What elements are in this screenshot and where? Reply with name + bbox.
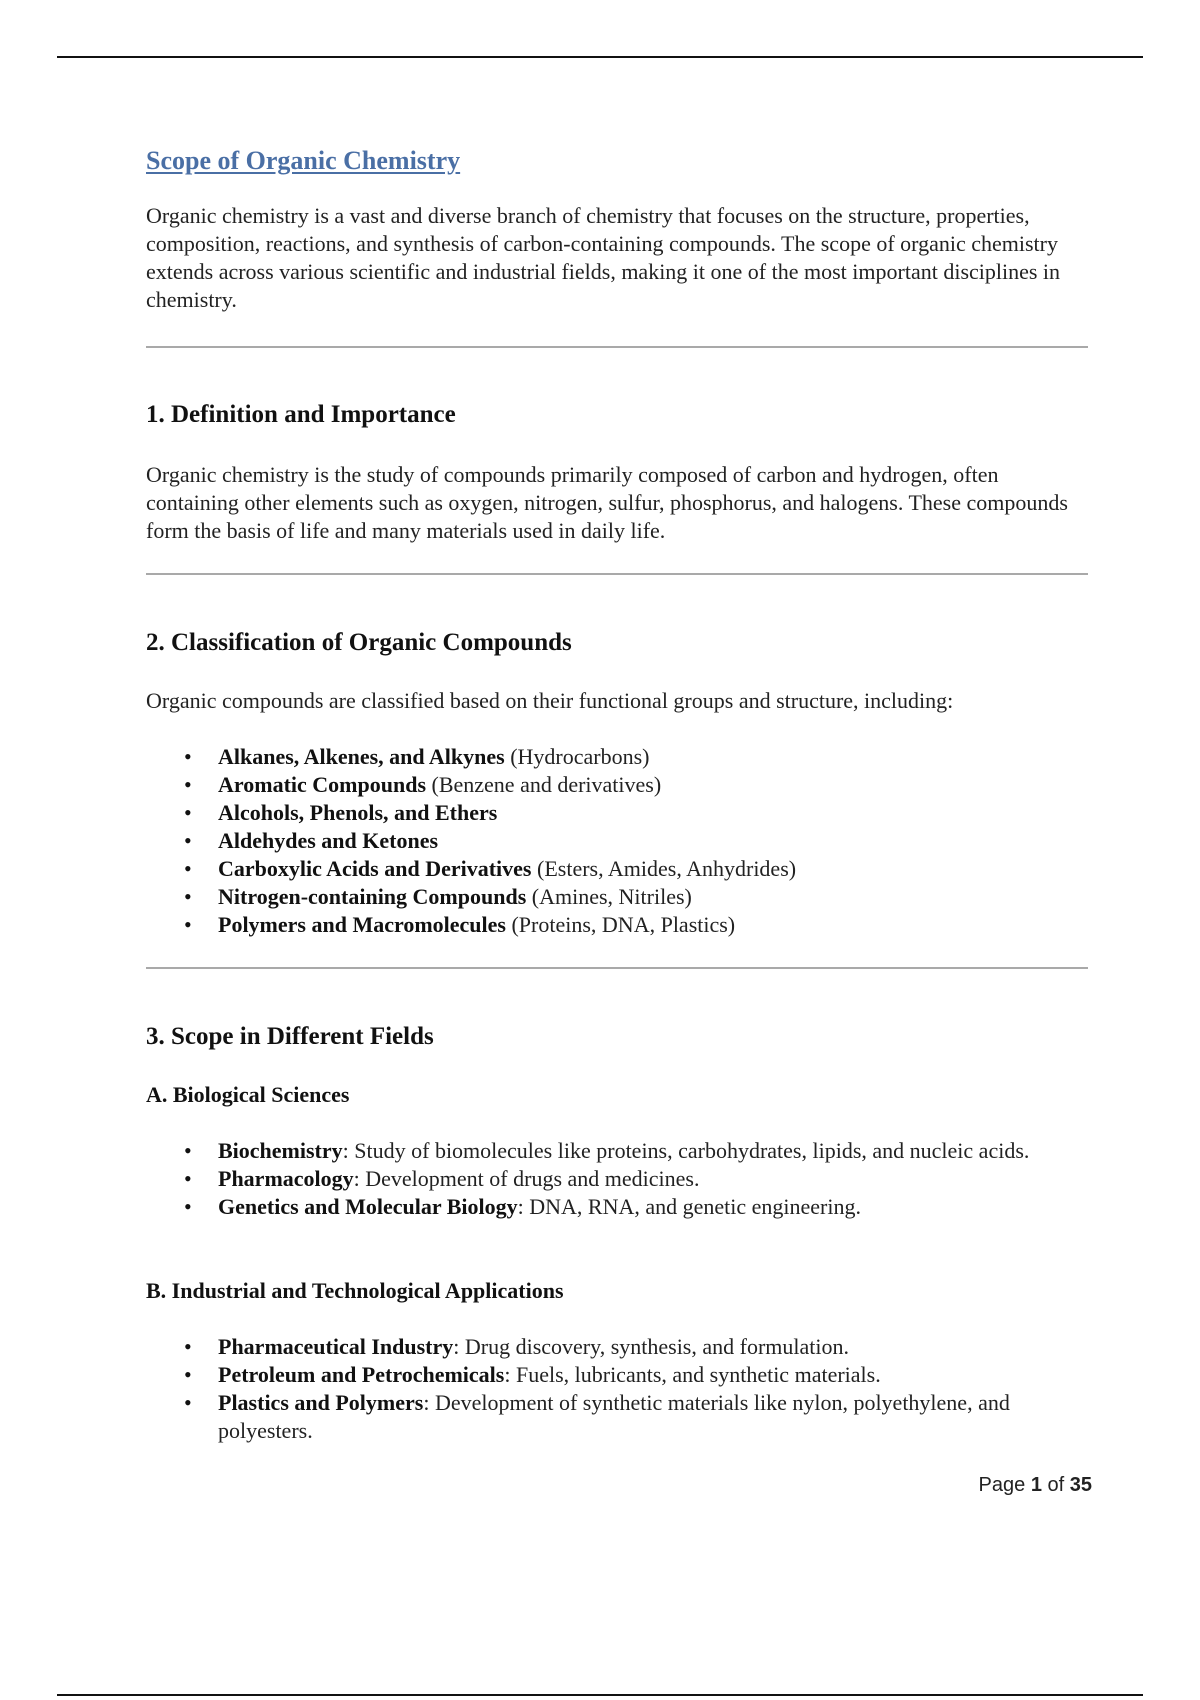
list-item	[146, 1333, 1088, 1361]
document-title-link[interactable]: Scope of Organic Chemistry	[146, 146, 461, 175]
page-number	[979, 1472, 1092, 1498]
section-divider	[146, 573, 1088, 575]
list-item-term: Alcohols, Phenols, and Ethers	[218, 800, 498, 825]
list-item-desc: : Drug discovery, synthesis, and formulation.	[453, 1334, 849, 1359]
list-item-desc: (Amines, Nitriles)	[526, 884, 692, 909]
industrial-applications-list	[146, 1333, 1088, 1445]
biological-sciences-list	[146, 1137, 1088, 1221]
list-item-term: Pharmacology	[218, 1166, 354, 1191]
list-item-desc: : Study of biomolecules like proteins, carbohydrates, lipids, and nucleic acids.	[342, 1138, 1030, 1163]
list-item-desc: (Hydrocarbons)	[504, 744, 650, 769]
subsection-b-heading: B. Industrial and Technological Applications	[146, 1278, 564, 1303]
list-item	[146, 855, 1088, 883]
section-2-heading: 2. Classification of Organic Compounds	[146, 629, 572, 656]
list-item	[146, 1193, 1088, 1221]
section-1-paragraph: Organic chemistry is the study of compounds primarily composed of carbon and hydrogen, often containing other elements such as oxygen, nitrogen, sulfur, phosphorus, and halogens. These compounds form the basis of life and many materials used in daily life.	[146, 462, 1068, 543]
list-item-term: Biochemistry	[218, 1138, 343, 1163]
list-item	[146, 827, 1088, 855]
list-item	[146, 883, 1088, 911]
page-top-rule	[57, 56, 1143, 58]
list-item-desc: (Esters, Amides, Anhydrides)	[531, 856, 797, 881]
list-item-desc: : Fuels, lubricants, and synthetic materials.	[504, 1362, 881, 1387]
section-3-heading: 3. Scope in Different Fields	[146, 1023, 434, 1050]
list-item-desc: (Proteins, DNA, Plastics)	[505, 912, 736, 937]
of-label: of	[1047, 1474, 1065, 1496]
list-item-desc: : DNA, RNA, and genetic engineering.	[517, 1194, 861, 1219]
list-item-term: Pharmaceutical Industry	[218, 1334, 454, 1359]
list-item	[146, 1361, 1088, 1389]
list-item	[146, 1165, 1088, 1193]
current-page-number: 1	[1030, 1474, 1042, 1496]
page-bottom-rule	[57, 1694, 1143, 1696]
page-label: Page	[978, 1474, 1026, 1496]
list-item-term: Alkanes, Alkenes, and Alkynes	[218, 744, 505, 769]
subsection-a-heading: A. Biological Sciences	[146, 1082, 350, 1107]
intro-paragraph: Organic chemistry is a vast and diverse branch of chemistry that focuses on the structure, properties, composition, reactions, and synthesis of carbon-containing compounds. The scope of organic chemistry extends across various scientific and industrial fields, making it one of the most important disciplines in chemistry.	[146, 203, 1061, 312]
list-item	[146, 1389, 1088, 1445]
list-item-term: Polymers and Macromolecules	[218, 912, 506, 937]
classification-list	[146, 743, 1088, 939]
section-divider	[146, 346, 1088, 348]
list-item-desc: : Development of drugs and medicines.	[353, 1166, 700, 1191]
list-item-term: Genetics and Molecular Biology	[218, 1194, 518, 1219]
section-2-paragraph: Organic compounds are classified based on their functional groups and structure, including:	[146, 688, 954, 713]
list-item-term: Aromatic Compounds	[218, 772, 427, 797]
list-item-term: Carboxylic Acids and Derivatives	[218, 856, 532, 881]
list-item	[146, 799, 1088, 827]
list-item	[146, 743, 1088, 771]
list-item-term: Aldehydes and Ketones	[218, 828, 439, 853]
list-item-term: Nitrogen-containing Compounds	[218, 884, 527, 909]
list-item	[146, 771, 1088, 799]
section-divider	[146, 967, 1088, 969]
list-item-desc: : Development of synthetic materials like nylon, polyethylene, and polyesters.	[218, 1390, 1010, 1443]
list-item-term: Petroleum and Petrochemicals	[218, 1362, 505, 1387]
section-1-heading: 1. Definition and Importance	[146, 401, 456, 428]
list-item-desc: (Benzene and derivatives)	[426, 772, 662, 797]
total-pages-number: 35	[1069, 1474, 1092, 1496]
list-item	[146, 911, 1088, 939]
list-item-term: Plastics and Polymers	[218, 1390, 424, 1415]
list-item	[146, 1137, 1088, 1165]
